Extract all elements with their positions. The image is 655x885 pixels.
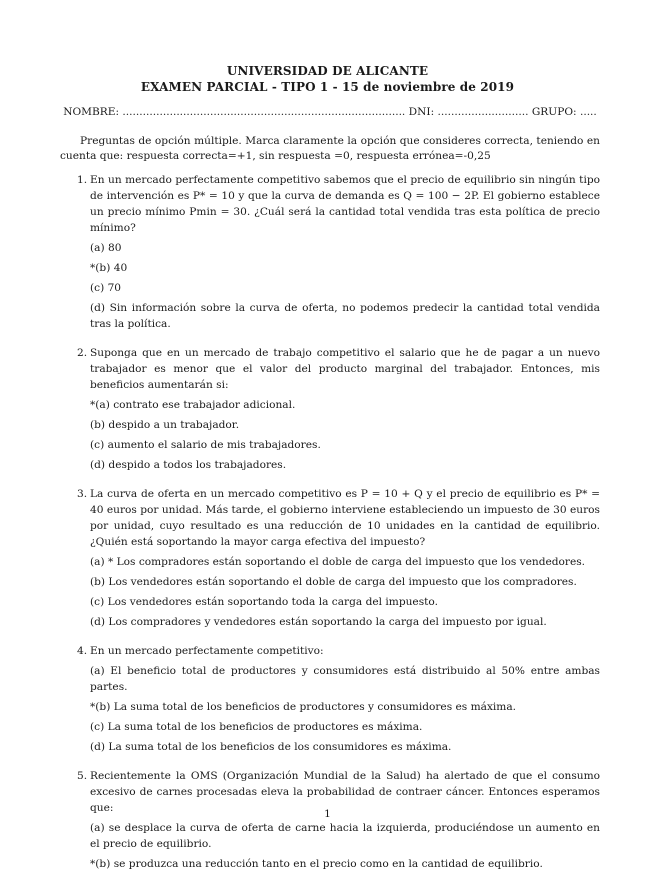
option-a: (a) 80	[90, 242, 122, 254]
option-c: (c) La suma total de los beneficios de productores es máxima.	[90, 721, 423, 733]
option-a: *(a) contrato ese trabajador adicional.	[90, 399, 296, 411]
option-c: (c) 70	[90, 282, 122, 294]
option-c: (c) aumento el salario de mis trabajadores.	[90, 439, 321, 451]
option-b: (b) despido a un trabajador.	[90, 419, 240, 431]
question-stem: La curva de oferta en un mercado competitivo es P = 10 + Q y el precio de equilibrio es P* = 40 euros por unidad. Más tarde, el gobierno interviene estableciendo un impuesto de 30 euros por unidad, cuyo resultado es una reducción de 10 unidades en la cantidad de equilibrio. ¿Quién está soportando la mayor carga efectiva del impuesto?	[90, 488, 600, 548]
option-c: (c) Los vendedores están soportando toda la carga del impuesto.	[90, 596, 438, 608]
question-number: 5.	[77, 770, 88, 782]
question-5	[60, 768, 600, 872]
exam-header	[0, 63, 655, 95]
option-d: (d) Sin información sobre la curva de oferta, no podemos predecir la cantidad total vendida tras la política.	[90, 302, 600, 330]
university-title: UNIVERSIDAD DE ALICANTE	[226, 64, 429, 78]
option-d: (d) despido a todos los trabajadores.	[90, 459, 287, 471]
question-stem: En un mercado perfectamente competitivo:	[90, 645, 324, 657]
option-a: (a) El beneficio total de productores y consumidores está distribuido al 50% entre ambas partes.	[90, 665, 600, 693]
option-b: *(b) La suma total de los beneficios de productores y consumidores es máxima.	[90, 701, 517, 713]
option-d: (d) Los compradores y vendedores están soportando la carga del impuesto por igual.	[90, 616, 547, 628]
question-number: 3.	[77, 488, 88, 500]
question-list	[60, 172, 600, 885]
option-a: (a) * Los compradores están soportando el doble de carga del impuesto que los vendedores.	[90, 556, 586, 568]
student-info-line: NOMBRE: .................................................................................... DNI: ........................... GRUPO: .....	[63, 106, 597, 118]
option-b: *(b) 40	[90, 262, 128, 274]
exam-title: EXAMEN PARCIAL - TIPO 1 - 15 de noviembre de 2019	[140, 80, 515, 94]
question-1	[60, 172, 600, 332]
option-a: (a) se desplace la curva de oferta de carne hacia la izquierda, produciéndose un aumento en el precio de equilibrio.	[90, 822, 600, 850]
instructions: Preguntas de opción múltiple. Marca claramente la opción que consideres correcta, teniendo en cuenta que: respuesta correcta=+1, sin respuesta =0, respuesta errónea=-0,25	[60, 135, 600, 162]
question-stem: Suponga que en un mercado de trabajo competitivo el salario que he de pagar a un nuevo trabajador es menor que el valor del producto marginal del trabajador. Entonces, mis beneficios aumentarán si:	[90, 347, 600, 391]
question-4	[60, 643, 600, 755]
page-number: 1	[324, 808, 331, 820]
option-d: (d) La suma total de los beneficios de los consumidores es máxima.	[90, 741, 452, 753]
question-stem: Recientemente la OMS (Organización Mundial de la Salud) ha alertado de que el consumo excesivo de carnes procesadas eleva la probabilidad de contraer cáncer. Entonces esperamos que:	[90, 770, 600, 814]
question-3	[60, 486, 600, 630]
question-stem: En un mercado perfectamente competitivo sabemos que el precio de equilibrio sin ningún tipo de intervención es P* = 10 y que la curva de demanda es Q = 100 − 2P. El gobierno establece un precio mínimo Pmin = 30. ¿Cuál será la cantidad total vendida tras esta política de precio mínimo?	[90, 174, 600, 234]
question-number: 1.	[77, 174, 88, 186]
question-number: 2.	[77, 347, 88, 359]
option-b: *(b) se produzca una reducción tanto en el precio como en la cantidad de equilibrio.	[90, 858, 543, 870]
question-2	[60, 345, 600, 473]
question-number: 4.	[77, 645, 88, 657]
option-b: (b) Los vendedores están soportando el doble de carga del impuesto que los compradores.	[90, 576, 577, 588]
